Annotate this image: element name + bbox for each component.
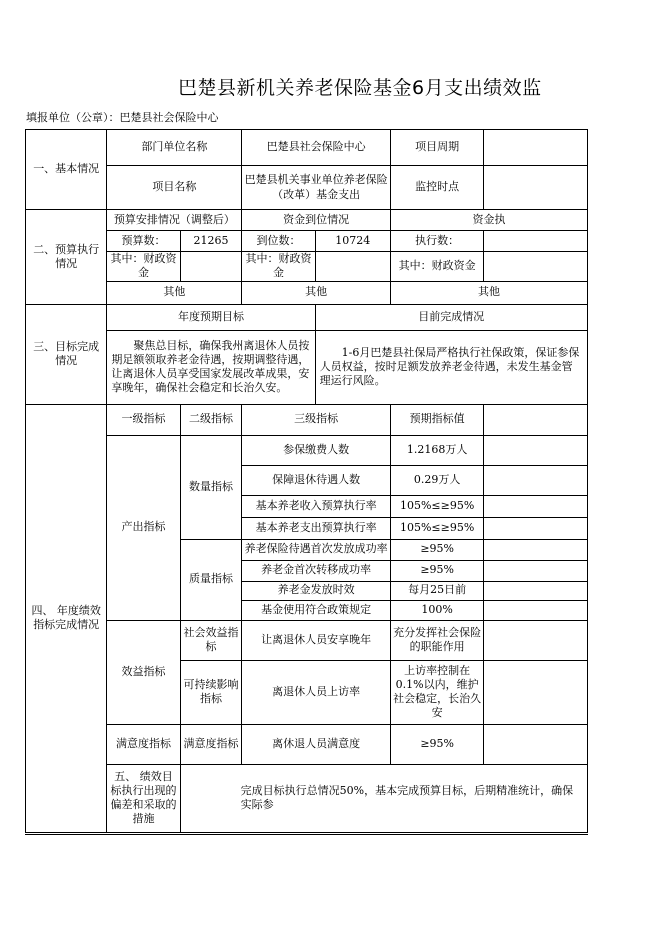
indicator-quantity: 数量指标 (180, 435, 242, 539)
metric-name: 保障退休待遇人数 (242, 465, 391, 495)
arrive-other-label: 其他 (242, 281, 391, 304)
section-basic: 一、基本情况 (26, 130, 107, 210)
metric-name: 养老保险待遇首次发放成功率 (242, 539, 391, 560)
metric-name: 基金使用符合政策规定 (242, 600, 391, 620)
monitor-label: 监控时点 (390, 166, 483, 210)
metric-actual (484, 724, 588, 764)
page-title: 巴楚县新机关养老保险基金6月支出绩效监 (178, 77, 542, 99)
metric-value: ≥95% (390, 560, 483, 581)
section-goal: 三、目标完成情况 (26, 304, 107, 404)
metric-actual (484, 581, 588, 600)
annual-goal-label: 年度预期目标 (107, 304, 315, 330)
fiscal-label: 其中：财政资金 (107, 252, 180, 282)
arrive-label: 到位数： (242, 231, 315, 252)
indicator-output: 产出指标 (107, 435, 180, 620)
annual-goal-text: 聚焦总目标，确保我州离退休人员按期足额领取养老金待遇，按期调整待遇，让离退休人员享受国家发展改革成果，安享晚年，确保社会稳定和长治久安。 (107, 330, 315, 404)
exec-label: 执行数： (390, 231, 483, 252)
metric-name: 养老金首次转移成功率 (242, 560, 391, 581)
metric-name: 养老金发放时效 (242, 581, 391, 600)
metric-value: 0.29万人 (390, 465, 483, 495)
metric-name: 离退休人员上访率 (242, 660, 391, 724)
indicator-social: 社会效益指标 (180, 620, 242, 660)
project-label: 项目名称 (107, 166, 242, 210)
exec-value (484, 231, 588, 252)
fiscal-value (180, 252, 242, 282)
arrive-fiscal-label: 其中：财政资金 (242, 252, 315, 282)
section-budget: 二、预算执行情况 (26, 210, 107, 305)
metric-value: 100% (390, 600, 483, 620)
metric-actual (484, 495, 588, 517)
arrive-value: 10724 (315, 231, 390, 252)
exec-other-label: 其他 (390, 281, 587, 304)
metric-name: 基本养老支出预算执行率 (242, 517, 391, 539)
indicator-satisfaction: 满意度指标 (107, 724, 180, 764)
metric-actual (484, 517, 588, 539)
metric-value: 105%≤≥95% (390, 517, 483, 539)
metric-value: 上访率控制在0.1%以内，维护社会稳定，长治久安 (390, 660, 483, 724)
metric-value: 充分发挥社会保险的职能作用 (390, 620, 483, 660)
budget-label: 预算数： (107, 231, 180, 252)
metric-name: 参保缴费人数 (242, 435, 391, 465)
metric-actual (484, 620, 588, 660)
metric-name: 让离退休人员安享晚年 (242, 620, 391, 660)
metric-value: ≥95% (390, 539, 483, 560)
metric-actual (484, 465, 588, 495)
exec-fiscal-value (484, 252, 588, 282)
metric-value: ≥95% (390, 724, 483, 764)
arrive-fiscal-value (315, 252, 390, 282)
indicator-benefit: 效益指标 (107, 620, 180, 724)
metric-actual (484, 660, 588, 724)
budget-header-exec: 资金执 (390, 210, 587, 231)
metric-actual (484, 560, 588, 581)
metric-value: 每月25日前 (390, 581, 483, 600)
indicator-sustain: 可持续影响指标 (180, 660, 242, 724)
filler-unit: 填报单位（公章）：巴楚县社会保险中心 (26, 111, 219, 124)
exec-fiscal-label: 其中：财政资金 (390, 252, 483, 282)
metric-value: 105%≤≥95% (390, 495, 483, 517)
report-table (25, 129, 588, 833)
header-level1: 一级指标 (107, 404, 180, 435)
monitor-value (484, 166, 588, 210)
header-level3: 三级指标 (242, 404, 391, 435)
period-value (484, 130, 588, 166)
current-status-text: 1-6月巴楚县社保局严格执行社保政策，保证参保人员权益，按时足额发放养老金待遇，未发生基金管理运行风险。 (315, 330, 587, 404)
current-status-label: 目前完成情况 (315, 304, 587, 330)
period-label: 项目周期 (390, 130, 483, 166)
metric-actual (484, 435, 588, 465)
section-deviation: 五、 绩效目标执行出现的偏差和采取的措施 (107, 764, 180, 832)
dept-label: 部门单位名称 (107, 130, 242, 166)
indicator-quality: 质量指标 (180, 539, 242, 620)
metric-actual (484, 600, 588, 620)
metric-value: 1.2168万人 (390, 435, 483, 465)
other-label: 其他 (107, 281, 242, 304)
indicator-satisfaction-sub: 满意度指标 (180, 724, 242, 764)
budget-header-arrive: 资金到位情况 (242, 210, 391, 231)
table-bottom-border (25, 834, 588, 835)
header-level2: 二级指标 (180, 404, 242, 435)
metric-name: 基本养老收入预算执行率 (242, 495, 391, 517)
deviation-text: 完成目标执行总情况50%，基本完成预算目标，后期精准统计，确保实际参 (180, 764, 587, 832)
header-actual (484, 404, 588, 435)
report-table-viewport (25, 129, 588, 837)
metric-actual (484, 539, 588, 560)
section-performance: 四、 年度绩效指标完成情况 (26, 404, 107, 832)
budget-header-plan: 预算安排情况（调整后） (107, 210, 242, 231)
project-value: 巴楚县机关事业单位养老保险（改革）基金支出 (242, 166, 391, 210)
dept-value: 巴楚县社会保险中心 (242, 130, 391, 166)
header-expected: 预期指标值 (390, 404, 483, 435)
metric-name: 离休退人员满意度 (242, 724, 391, 764)
budget-value: 21265 (180, 231, 242, 252)
